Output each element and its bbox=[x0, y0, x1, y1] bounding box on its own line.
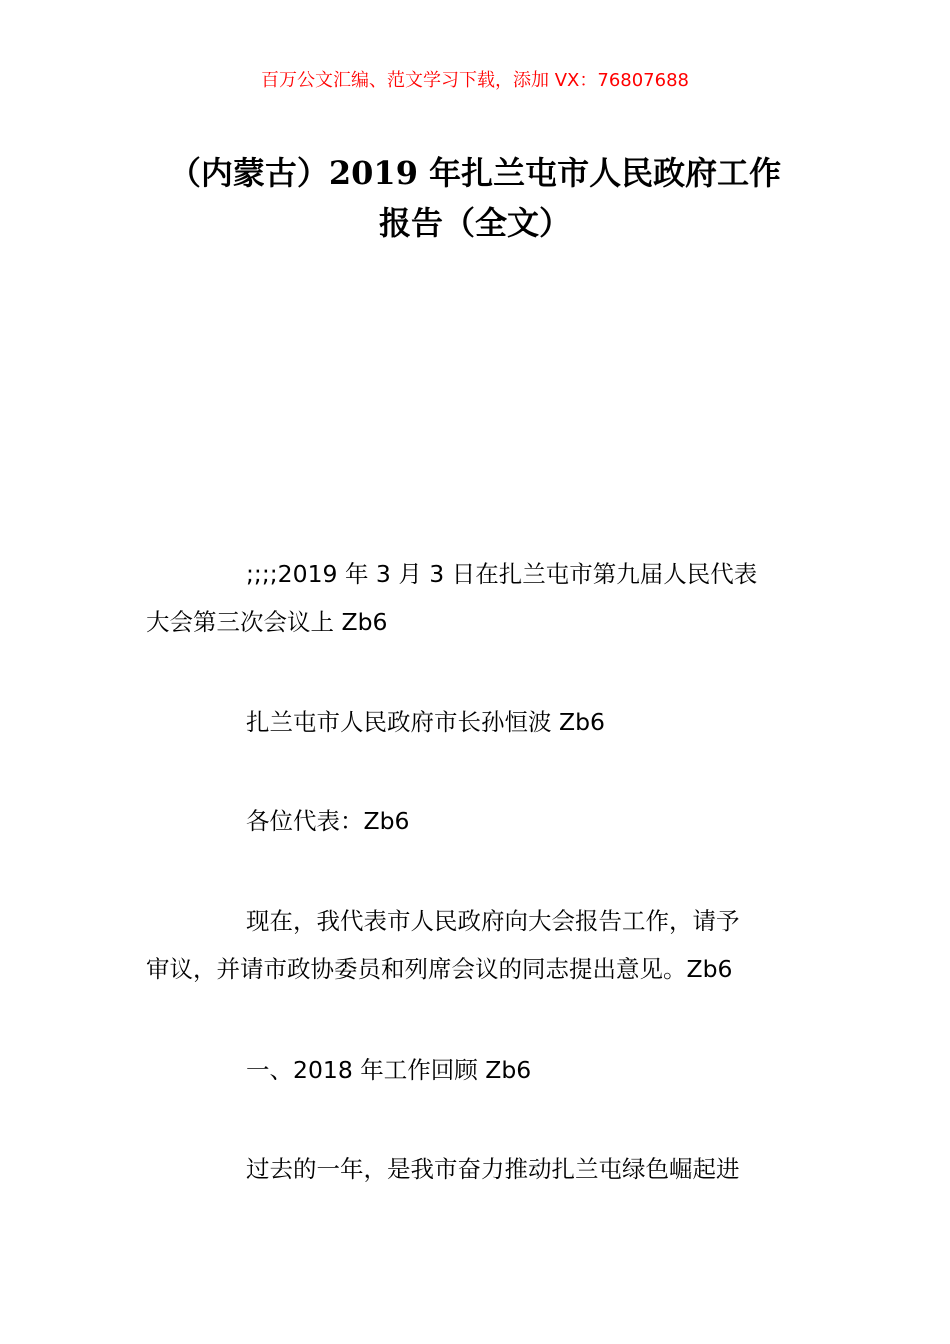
paragraph-line: 各位代表：Zb6 bbox=[246, 807, 410, 835]
paragraph-intro bbox=[146, 897, 810, 993]
document-title bbox=[100, 148, 850, 248]
paragraph-line: 过去的一年，是我市奋力推动扎兰屯绿色崛起进 bbox=[246, 1155, 740, 1183]
title-line-2: 报告（全文） bbox=[378, 204, 571, 242]
paragraph-speaker bbox=[146, 698, 810, 746]
paragraph-review-start bbox=[146, 1145, 810, 1193]
paragraph-line: ;;;;2019 年 3 月 3 日在扎兰屯市第九届人民代表 bbox=[246, 560, 758, 588]
section-heading-review bbox=[146, 1046, 810, 1094]
header-banner: 百万公文汇编、范文学习下载，添加 VX：76807688 bbox=[261, 70, 689, 91]
paragraph-meeting-info bbox=[146, 550, 810, 646]
title-line-1: （内蒙古）2019 年扎兰屯市人民政府工作 bbox=[168, 154, 782, 192]
paragraph-greeting bbox=[146, 797, 810, 845]
paragraph-line: 一、2018 年工作回顾 Zb6 bbox=[246, 1056, 532, 1084]
paragraph-line: 大会第三次会议上 Zb6 bbox=[146, 608, 388, 636]
paragraph-line: 审议，并请市政协委员和列席会议的同志提出意见。Zb6 bbox=[146, 955, 733, 983]
paragraph-line: 扎兰屯市人民政府市长孙恒波 Zb6 bbox=[246, 708, 605, 736]
paragraph-line: 现在，我代表市人民政府向大会报告工作，请予 bbox=[246, 907, 740, 935]
